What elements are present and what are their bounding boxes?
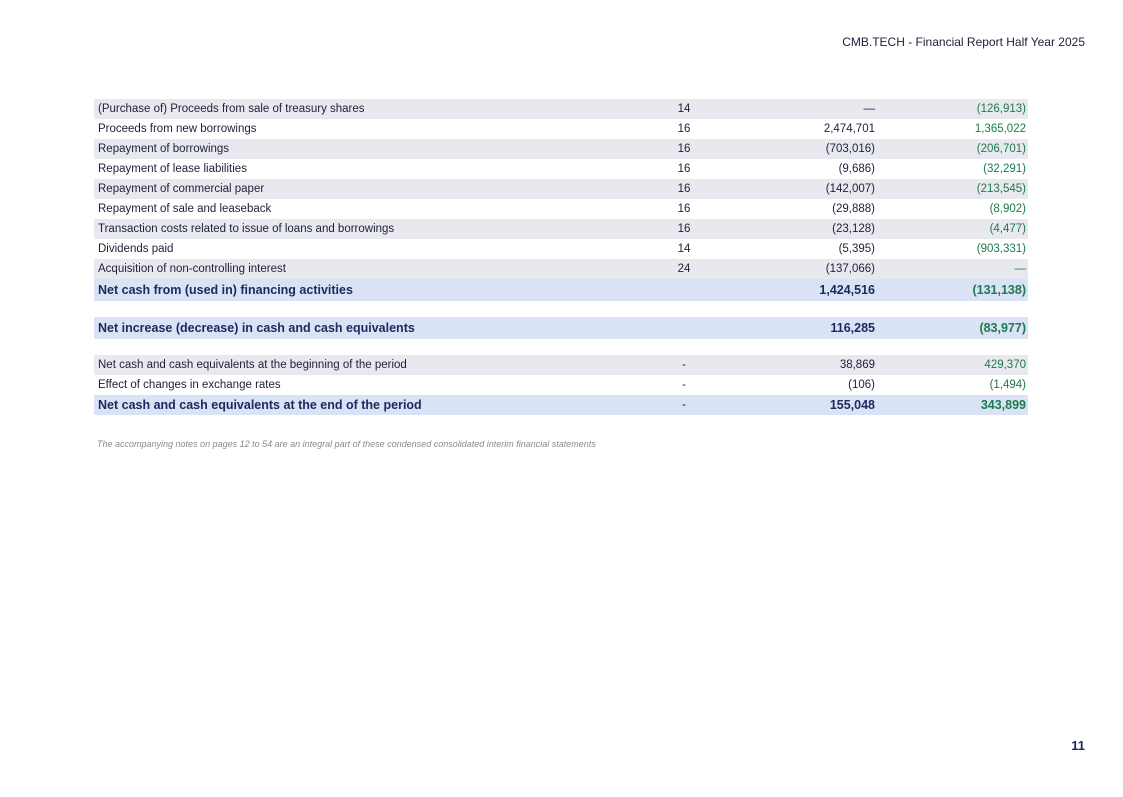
total-label: Net increase (decrease) in cash and cash equivalents [98,321,415,335]
row-label: Repayment of sale and leaseback [98,203,272,215]
row-previous-value: (126,913) [976,103,1026,115]
row-current-value: (23,128) [832,223,875,235]
row-label: Net cash and cash equivalents at the beginning of the period [98,359,407,371]
row-current-value: — [863,103,875,115]
row-label: Effect of changes in exchange rates [98,379,281,391]
row-label: Transaction costs related to issue of loans and borrowings [98,223,395,235]
table-row [94,355,1028,375]
row-label: Repayment of lease liabilities [98,163,247,175]
row-label: Proceeds from new borrowings [98,123,257,135]
row-label: (Purchase of) Proceeds from sale of treasury shares [98,103,365,115]
row-note: - [682,379,686,391]
page-number: 11 [1071,738,1085,753]
row-current-value: (142,007) [825,183,875,195]
row-current-value: 2,474,701 [823,123,875,135]
row-note: 14 [677,243,691,255]
row-note: - [682,399,686,411]
row-label: Repayment of borrowings [98,143,230,155]
table-row [94,99,1028,119]
row-note: 16 [677,203,691,215]
row-note: 14 [677,103,691,115]
row-current-value: (106) [848,379,875,391]
total-label: Net cash from (used in) financing activities [98,283,353,297]
cash-flow-table [94,99,1028,415]
row-current-value: (5,395) [838,243,875,255]
row-current-value: (9,686) [838,163,875,175]
row-previous-value: 429,370 [984,359,1026,371]
row-spacer [94,339,1028,355]
total-current-value: 1,424,516 [819,283,875,297]
row-note: 24 [677,263,691,275]
total-row-net-increase [94,317,1028,339]
row-previous-value: (8,902) [989,203,1026,215]
total-current-value: 155,048 [829,398,875,412]
total-current-value: 116,285 [830,321,875,335]
total-previous-value: (131,138) [972,283,1026,297]
row-note: 16 [677,163,691,175]
total-previous-value: 343,899 [980,398,1026,412]
table-row [94,199,1028,219]
row-spacer [94,301,1028,317]
row-current-value: 38,869 [839,359,875,371]
table-row [94,159,1028,179]
row-note: 16 [677,123,691,135]
table-row [94,119,1028,139]
row-label: Dividends paid [98,243,174,255]
total-row-end-of-period [94,395,1028,415]
row-previous-value: (1,494) [989,379,1026,391]
table-row [94,219,1028,239]
row-label: Repayment of commercial paper [98,183,265,195]
row-previous-value: (4,477) [989,223,1026,235]
table-row [94,375,1028,395]
report-header-title: CMB.TECH - Financial Report Half Year 2025 [842,35,1085,49]
row-previous-value: (206,701) [976,143,1026,155]
row-current-value: (29,888) [832,203,875,215]
table-row [94,139,1028,159]
row-note: 16 [677,183,691,195]
total-previous-value: (83,977) [979,321,1026,335]
row-current-value: (137,066) [825,263,875,275]
row-note: 16 [677,143,691,155]
table-row [94,179,1028,199]
row-note: 16 [677,223,691,235]
row-current-value: (703,016) [825,143,875,155]
row-previous-value: (903,331) [976,243,1026,255]
total-row-financing [94,279,1028,301]
row-previous-value: — [1014,263,1026,275]
table-row [94,239,1028,259]
row-previous-value: (213,545) [976,183,1026,195]
total-label: Net cash and cash equivalents at the end of the period [98,398,422,412]
row-previous-value: (32,291) [983,163,1026,175]
table-row [94,259,1028,279]
footnote: The accompanying notes on pages 12 to 54 are an integral part of these condensed consolidated interim financial statements [97,439,596,449]
row-label: Acquisition of non-controlling interest [98,263,286,275]
row-previous-value: 1,365,022 [974,123,1026,135]
row-note: - [682,359,686,371]
